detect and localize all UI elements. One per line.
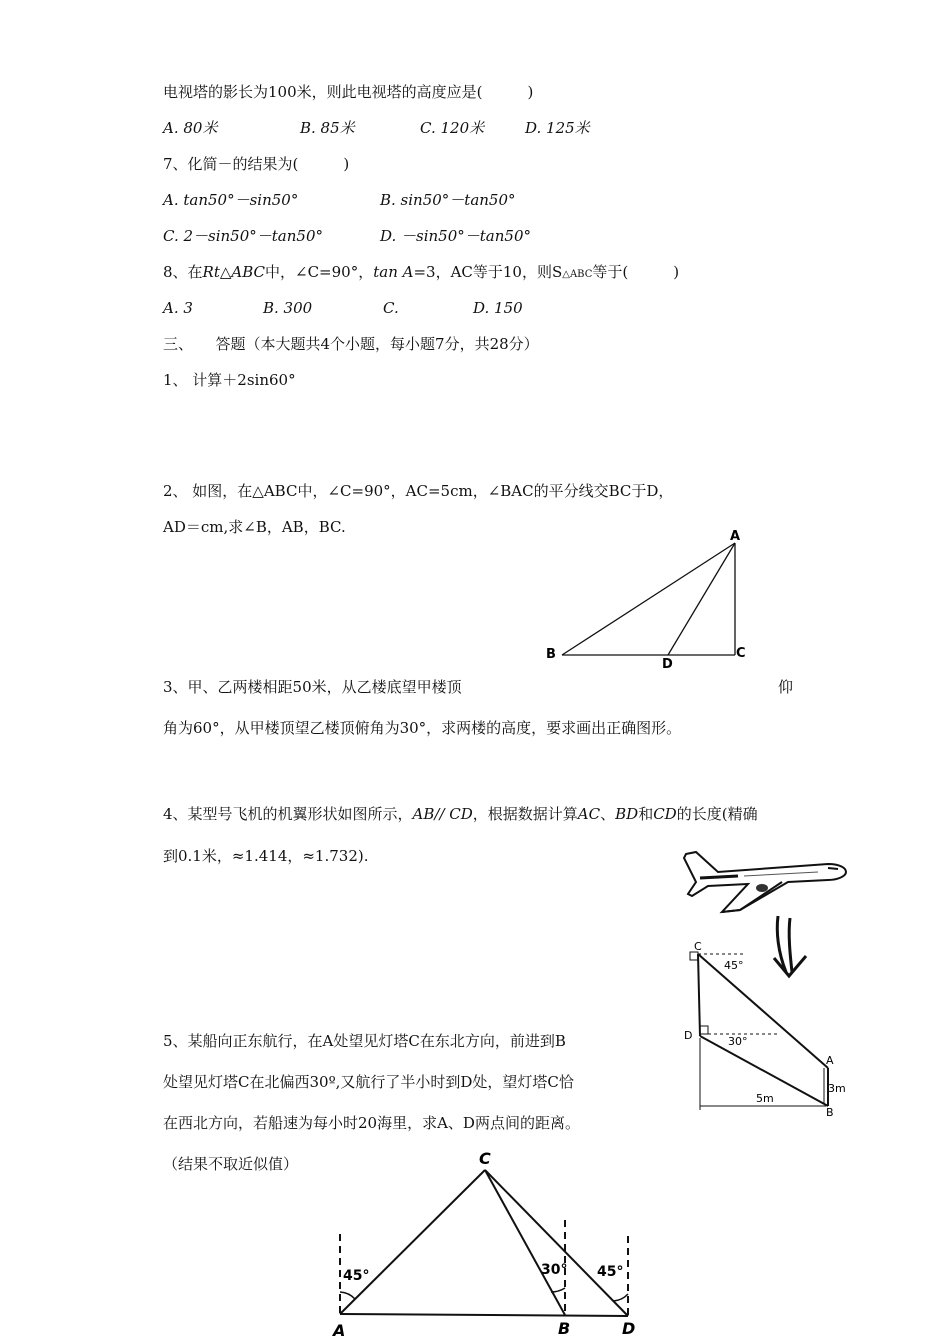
problem-2-line1: 2、 如图，在△ABC中，∠C=90°，AC=5cm，∠BAC的平分线交BC于D， — [163, 482, 674, 500]
label-d: D — [662, 657, 673, 670]
q7-option-b: B. sin50°－tan50° — [380, 191, 516, 209]
question-6-continuation: 电视塔的影长为100米，则此电视塔的高度应是( ) — [163, 83, 534, 101]
segment-ca — [698, 954, 828, 1068]
problem-5-line2: 处望见灯塔C在北偏西30º,又航行了半小时到D处，望灯塔C恰 — [163, 1073, 574, 1091]
segment-cd — [698, 954, 700, 1036]
q6-option-d: D. 125米 — [525, 119, 590, 137]
wing-figure — [680, 938, 850, 1118]
angle-45-d: 45° — [597, 1264, 624, 1280]
label-c: C — [694, 940, 702, 953]
airplane-icon — [678, 838, 850, 918]
label-b: B — [826, 1106, 834, 1118]
problem-5-line1: 5、某船向正东航行，在A处望见灯塔C在东北方向，前进到B — [163, 1032, 566, 1050]
q8-option-a: A. 3 — [163, 299, 193, 317]
problem-3-line1-end: 仰 — [778, 678, 794, 696]
label-a: A — [826, 1054, 834, 1067]
q8-option-d: D. 150 — [473, 299, 523, 317]
section-3-heading: 三、 答题（本大题共4个小题，每小题7分，共28分） — [163, 335, 539, 353]
q8-option-b: B. 300 — [263, 299, 313, 317]
question-8: 8、在Rt△ABC中，∠C=90°，tan A=3，AC等于10，则S△ABC等于( ) — [163, 263, 680, 281]
q6-option-b: B. 85米 — [300, 119, 355, 137]
triangle-abc-figure — [540, 525, 760, 670]
label-b: B — [558, 1319, 571, 1338]
length-5m: 5m — [756, 1092, 774, 1105]
arc-d — [613, 1294, 628, 1301]
angle-45: 45° — [724, 959, 744, 972]
q6-option-a: A. 80米 — [163, 119, 218, 137]
q6-option-c: C. 120米 — [420, 119, 485, 137]
ship-lighthouse-figure — [325, 1148, 645, 1344]
problem-1: 1、 计算＋2sin60° — [163, 371, 296, 389]
right-angle-d — [700, 1026, 708, 1034]
problem-5-line3: 在西北方向，若船速为每小时20海里，求A、D两点间的距离。 — [163, 1114, 580, 1132]
segment-ad — [668, 543, 735, 655]
segment-ab — [562, 543, 735, 655]
label-d: D — [622, 1319, 636, 1338]
length-3m: 3m — [828, 1082, 846, 1095]
arc-a — [340, 1292, 355, 1299]
segment-cd — [485, 1170, 628, 1316]
q7-option-d: D. －sin50°－tan50° — [380, 227, 531, 245]
segment-cb — [485, 1170, 568, 1315]
arc-b — [551, 1288, 565, 1292]
segment-ac — [340, 1170, 485, 1314]
problem-4-line1: 4、某型号飞机的机翼形状如图所示，AB// CD，根据数据计算AC、BD和CD的长度(精确 — [163, 805, 758, 823]
problem-5-line4: （结果不取近似值） — [163, 1155, 299, 1173]
angle-30-b: 30° — [541, 1262, 568, 1278]
label-a: A — [730, 529, 741, 544]
problem-3-line2: 角为60°，从甲楼顶望乙楼顶俯角为30°，求两楼的高度，要求画出正确图形。 — [163, 719, 682, 737]
q7-option-c: C. 2－sin50°－tan50° — [163, 227, 323, 245]
label-c: C — [736, 646, 746, 661]
angle-30: 30° — [728, 1035, 748, 1048]
label-b: B — [546, 647, 556, 662]
label-c: C — [479, 1149, 491, 1168]
angle-45-a: 45° — [343, 1268, 370, 1284]
problem-2-line2: AD＝cm,求∠B，AB，BC. — [163, 518, 346, 536]
label-d: D — [684, 1029, 693, 1042]
right-angle-c — [690, 952, 698, 960]
label-a: A — [333, 1321, 346, 1340]
problem-3-line1: 3、甲、乙两楼相距50米，从乙楼底望甲楼顶 — [163, 678, 462, 696]
question-7: 7、化简－的结果为( ) — [163, 155, 350, 173]
segment-ad — [340, 1314, 628, 1316]
q8-option-c: C. — [383, 299, 399, 317]
problem-4-line2: 到0.1米，≈1.414，≈1.732). — [163, 847, 369, 865]
q7-option-a: A. tan50°－sin50° — [163, 191, 299, 209]
